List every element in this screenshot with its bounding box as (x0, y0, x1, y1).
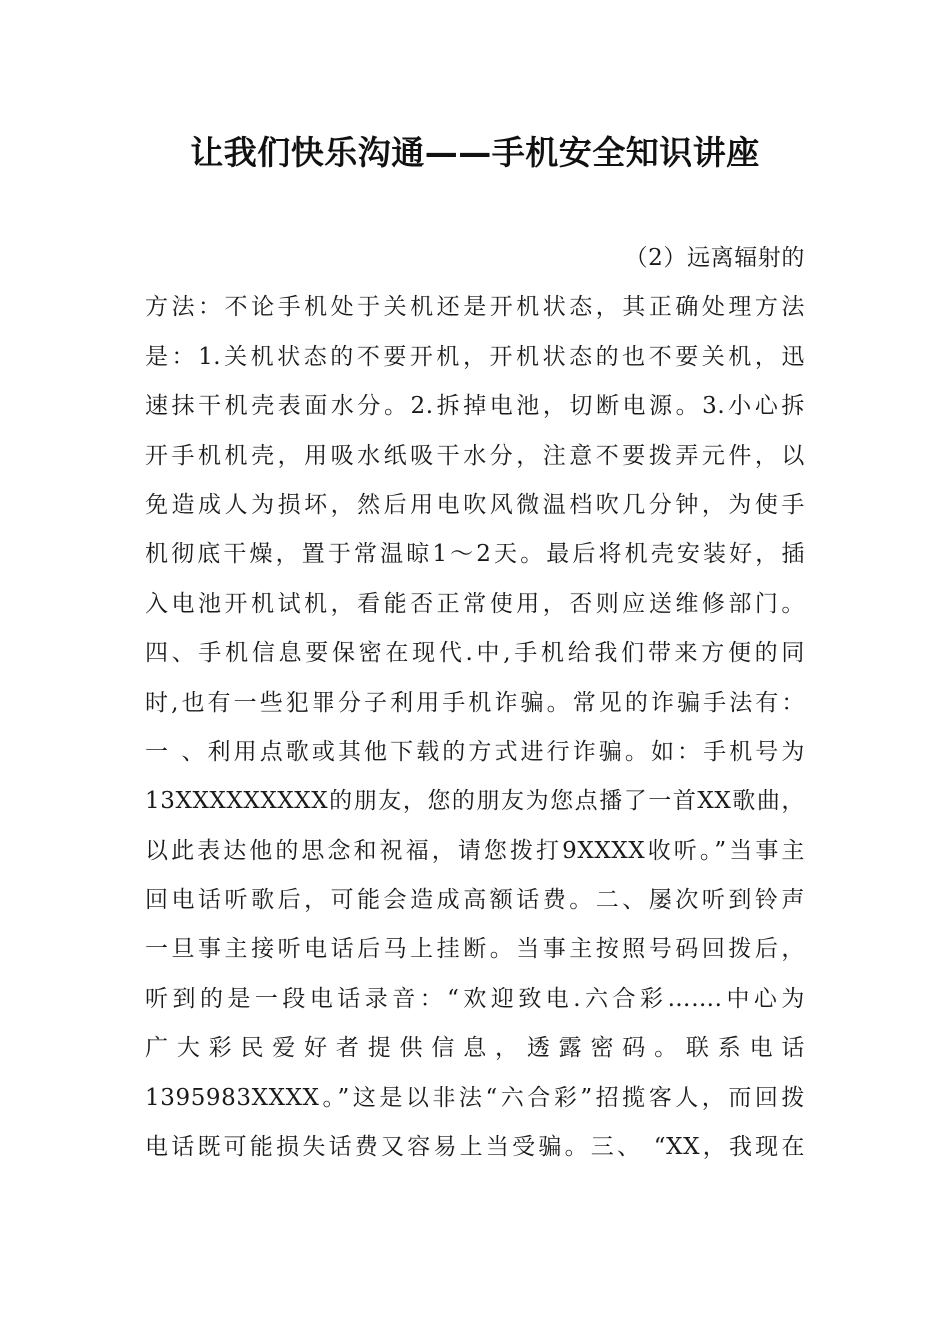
document-title: 让我们快乐沟通——手机安全知识讲座 (190, 133, 760, 172)
body-line: 回电话听歌后，可能会造成高额话费。二、屡次听到铃声 (145, 887, 805, 914)
body-line: 1395983XXXX。”这是以非法“六合彩”招揽客人，而回拨 (145, 1084, 805, 1111)
body-line: 以此表达他的思念和祝福，请您拨打9XXXX收听。”当事主 (145, 837, 805, 864)
document-body (145, 234, 805, 1172)
body-line: 广大彩民爱好者提供信息，透露密码。联系电话 (145, 1035, 805, 1062)
body-line: 四、手机信息要保密在现代.中,手机给我们带来方便的同 (145, 640, 805, 667)
body-line: 机彻底干燥，置于常温晾1～2天。最后将机壳安装好，插 (145, 541, 805, 568)
body-line: 一 、利用点歌或其他下载的方式进行诈骗。如：手机号为 (145, 738, 805, 765)
body-line: 免造成人为损坏，然后用电吹风微温档吹几分钟，为使手 (145, 491, 805, 518)
body-line: 方法：不论手机处于关机还是开机状态，其正确处理方法 (145, 294, 805, 321)
body-line: 13XXXXXXXXX的朋友，您的朋友为您点播了一首XX歌曲， (145, 788, 805, 815)
body-line: 入电池开机试机，看能否正常使用，否则应送维修部门。 (145, 590, 805, 617)
body-line: 听到的是一段电话录音：“欢迎致电.六合彩…….中心为 (145, 985, 805, 1012)
body-line: 一旦事主接听电话后马上挂断。当事主按照号码回拨后， (145, 936, 805, 963)
body-line: 速抹干机壳表面水分。2.拆掉电池，切断电源。3.小心拆 (145, 393, 805, 420)
body-line: 是：1.关机状态的不要开机，开机状态的也不要关机，迅 (145, 343, 805, 370)
body-line: （2）远离辐射的 (624, 245, 805, 271)
body-line: 时,也有一些犯罪分子利用手机诈骗。常见的诈骗手法有： (145, 689, 805, 716)
body-line: 电话既可能损失话费又容易上当受骗。三、 “XX，我现在 (145, 1134, 805, 1161)
body-line: 开手机机壳，用吸水纸吸干水分，注意不要拨弄元件，以 (145, 442, 805, 469)
